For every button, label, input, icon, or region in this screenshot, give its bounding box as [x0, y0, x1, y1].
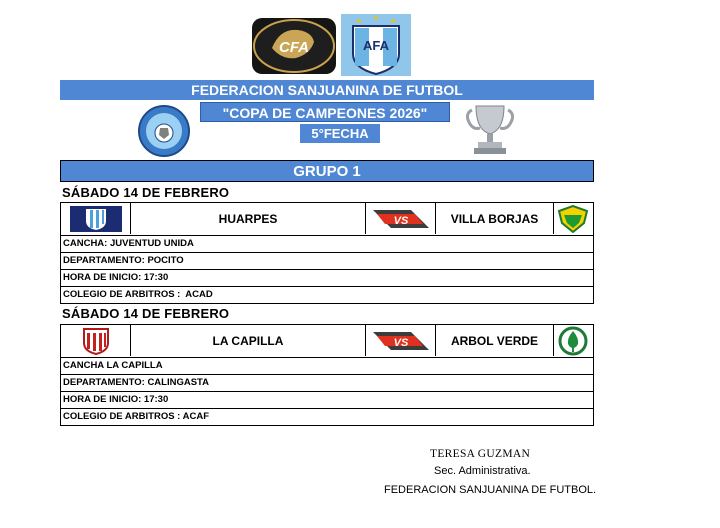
department: DEPARTAMENTO: CALINGASTA [61, 375, 593, 392]
venue: CANCHA LA CAPILLA [61, 358, 593, 375]
start-time: HORA DE INICIO: 17:30 [61, 270, 593, 287]
afa-logo [341, 14, 411, 76]
away-team: VILLA BORJAS [436, 203, 554, 234]
federation-emblem [134, 104, 194, 158]
referees: COLEGIO DE ARBITROS : ACAD [63, 289, 213, 300]
away-crest [554, 203, 592, 234]
home-team: HUARPES [131, 203, 366, 234]
start-time: HORA DE INICIO: 17:30 [61, 392, 593, 409]
match-row [60, 202, 594, 236]
round-banner: 5°FECHA [300, 124, 380, 143]
match-row [60, 324, 594, 358]
svg-text:CFA: CFA [279, 39, 309, 56]
department: DEPARTAMENTO: POCITO [61, 253, 593, 270]
home-team: LA CAPILLA [131, 325, 366, 356]
signatory-name: TERESA GUZMAN [430, 448, 531, 460]
signatory-role: Sec. Administrativa. [434, 465, 531, 477]
tournament-banner: "COPA DE CAMPEONES 2026" [200, 102, 450, 122]
home-crest [61, 325, 131, 356]
match-date: SÁBADO 14 DE FEBRERO [62, 185, 230, 200]
referees: COLEGIO DE ARBITROS : ACAF [63, 411, 210, 422]
trophy-icon [462, 100, 518, 158]
svg-text:VS: VS [393, 214, 408, 227]
cfa-logo [252, 18, 336, 74]
versus-icon [366, 203, 436, 234]
group-banner: GRUPO 1 [60, 160, 594, 182]
match-info [60, 236, 594, 304]
home-crest [61, 203, 131, 234]
away-team: ARBOL VERDE [436, 325, 554, 356]
signatory-organization: FEDERACION SANJUANINA DE FUTBOL. [384, 484, 597, 496]
svg-text:AFA: AFA [363, 38, 389, 53]
away-crest [554, 325, 592, 356]
venue: CANCHA: JUVENTUD UNIDA [61, 236, 593, 253]
versus-icon [366, 325, 436, 356]
svg-text:VS: VS [393, 336, 408, 349]
match-info [60, 358, 594, 426]
match-date: SÁBADO 14 DE FEBRERO [62, 306, 230, 321]
federation-banner: FEDERACION SANJUANINA DE FUTBOL [60, 80, 594, 100]
